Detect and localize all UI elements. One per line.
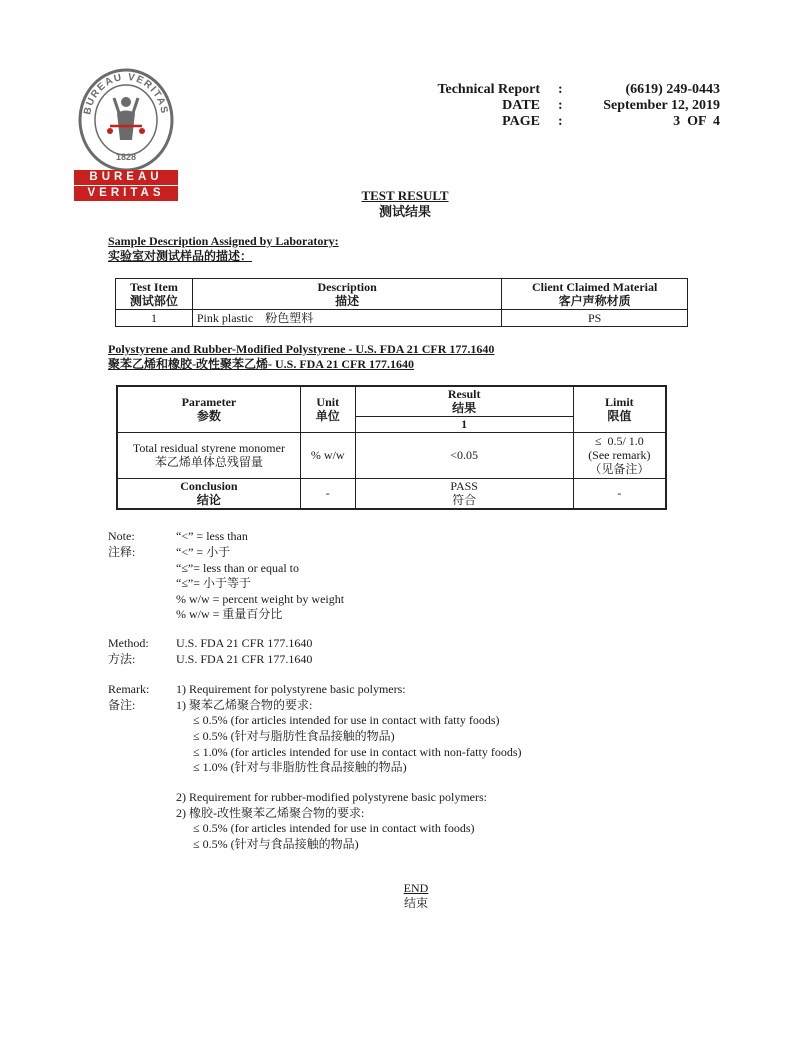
col-header-result-sample-no: 1 (355, 416, 573, 432)
logo-bureau-bar: BUREAU (74, 170, 178, 185)
cell-parameter (117, 432, 300, 478)
end-marker-zh: 结束 (403, 896, 428, 910)
header-text-zh: 测试部位 (129, 294, 178, 308)
header-text-zh: 描述 (335, 294, 360, 308)
remark-1-item: ≤ 0.5% (针对与脂肪性食品接触的物品) (193, 729, 395, 743)
remark-label-zh: 备注: (108, 698, 136, 712)
page-title: TEST RESULT (361, 188, 449, 203)
table-row (116, 310, 688, 327)
sample-section-heading-zh: 实验室对测试样品的描述： (108, 249, 253, 263)
cell-test-item: 1 (116, 310, 193, 327)
header-text: Test Item (129, 280, 178, 294)
cell-description: Pink plastic 粉色塑料 (192, 310, 501, 327)
remark-2-title-zh: 2) 橡胶-改性聚苯乙烯聚合物的要求: (176, 806, 365, 820)
sample-description-table (115, 278, 688, 327)
header-text: Result (447, 387, 481, 402)
note-line: % w/w = percent weight by weight (176, 592, 345, 606)
cell-unit: % w/w (300, 432, 355, 478)
header-text-zh: 结果 (452, 401, 477, 416)
remark-label: Remark: (108, 682, 150, 696)
conclusion-label-zh: 结论 (196, 493, 221, 508)
page-title-zh: 测试结果 (378, 204, 431, 219)
svg-text:BUREAU VERITAS: BUREAU VERITAS (82, 71, 170, 116)
note-line: “≤”= 小于等于 (176, 576, 252, 590)
remark-1-title-zh: 1) 聚苯乙烯聚合物的要求: (176, 698, 313, 712)
header-label: PAGE (502, 114, 540, 129)
cell-material: PS (502, 310, 688, 327)
col-header-test-item (116, 279, 193, 310)
col-header-description (192, 279, 501, 310)
conclusion-result: PASS (450, 479, 478, 494)
remark-1-item: ≤ 1.0% (针对与非脂肪性食品接触的物品) (193, 760, 407, 774)
header-label: Technical Report (437, 82, 540, 97)
conclusion-label: Conclusion (180, 479, 238, 494)
header-text-zh: 单位 (315, 409, 340, 424)
cell-conclusion-label (117, 478, 300, 509)
col-header-unit (300, 386, 355, 432)
conclusion-result-zh: 符合 (452, 493, 477, 508)
logo-veritas-bar: VERITAS (74, 186, 178, 201)
header-text-zh: 参数 (196, 409, 221, 424)
limit-value: ≤ 0.5/ 1.0 (594, 434, 644, 448)
remark-2-title: 2) Requirement for rubber-modified polystyrene basic polymers: (176, 790, 488, 804)
header-text-zh: 客户声称材质 (558, 294, 631, 308)
header-colon: : (558, 82, 563, 97)
table-header-row (117, 386, 666, 416)
end-marker: END (403, 881, 429, 895)
header-text: Parameter (181, 395, 237, 410)
cell-conclusion-unit: - (300, 478, 355, 509)
header-value-page: 3 OF 4 (673, 114, 720, 129)
conclusion-row (117, 478, 666, 509)
styrene-result-table (116, 385, 667, 510)
note-line: “<” = 小于 (176, 545, 231, 559)
col-header-result (355, 386, 573, 416)
header-text: Client Claimed Material (532, 280, 658, 294)
method-text: U.S. FDA 21 CFR 177.1640 (176, 636, 313, 650)
method-text-zh: U.S. FDA 21 CFR 177.1640 (176, 652, 313, 666)
col-header-parameter (117, 386, 300, 432)
note-line: “<” = less than (176, 529, 248, 543)
method-label-zh: 方法: (108, 652, 136, 666)
header-colon: : (558, 98, 563, 113)
header-row-date (0, 98, 800, 114)
header-value-report-number: (6619) 249-0443 (625, 82, 720, 97)
header-text: Limit (605, 395, 634, 410)
fda-section-heading: Polystyrene and Rubber-Modified Polystyrene - U.S. FDA 21 CFR 177.1640 (108, 342, 495, 356)
header-value-date: September 12, 2019 (603, 98, 720, 113)
note-label: Note: (108, 529, 135, 543)
cell-conclusion-result (355, 478, 573, 509)
remark-1-item: ≤ 0.5% (for articles intended for use in contact with fatty foods) (193, 713, 500, 727)
table-row (117, 432, 666, 478)
parameter-text-zh: 苯乙烯单体总残留量 (154, 455, 263, 469)
col-header-limit (573, 386, 666, 432)
note-line: “≤”= less than or equal to (176, 561, 299, 575)
header-row-page (0, 114, 800, 130)
table-header-row (116, 279, 688, 310)
header-row-report (0, 82, 800, 98)
remark-1-item: ≤ 1.0% (for articles intended for use in contact with non-fatty foods) (193, 745, 522, 759)
cell-limit (573, 432, 666, 478)
header-colon: : (558, 114, 563, 129)
remark-2-item: ≤ 0.5% (for articles intended for use in contact with foods) (193, 821, 475, 835)
header-label: DATE (502, 98, 540, 113)
header-text: Unit (316, 395, 340, 410)
cell-conclusion-limit: - (573, 478, 666, 509)
col-header-material (502, 279, 688, 310)
note-label-zh: 注释: (108, 545, 136, 559)
limit-note-zh: （见备注） (589, 462, 650, 476)
remark-1-title: 1) Requirement for polystyrene basic polymers: (176, 682, 406, 696)
remark-2-item: ≤ 0.5% (针对与食品接触的物品) (193, 837, 359, 851)
svg-text:1828: 1828 (115, 152, 137, 162)
sample-section-heading: Sample Description Assigned by Laboratory: (108, 234, 339, 248)
fda-section-heading-zh: 聚苯乙烯和橡胶-改性聚苯乙烯- U.S. FDA 21 CFR 177.1640 (108, 357, 414, 371)
method-label: Method: (108, 636, 149, 650)
cell-result: <0.05 (355, 432, 573, 478)
note-line: % w/w = 重量百分比 (176, 607, 283, 621)
parameter-text: Total residual styrene monomer (132, 441, 285, 455)
limit-note: (See remark) (588, 448, 651, 462)
header-text-zh: 限值 (607, 409, 632, 424)
header-text: Description (317, 280, 377, 294)
